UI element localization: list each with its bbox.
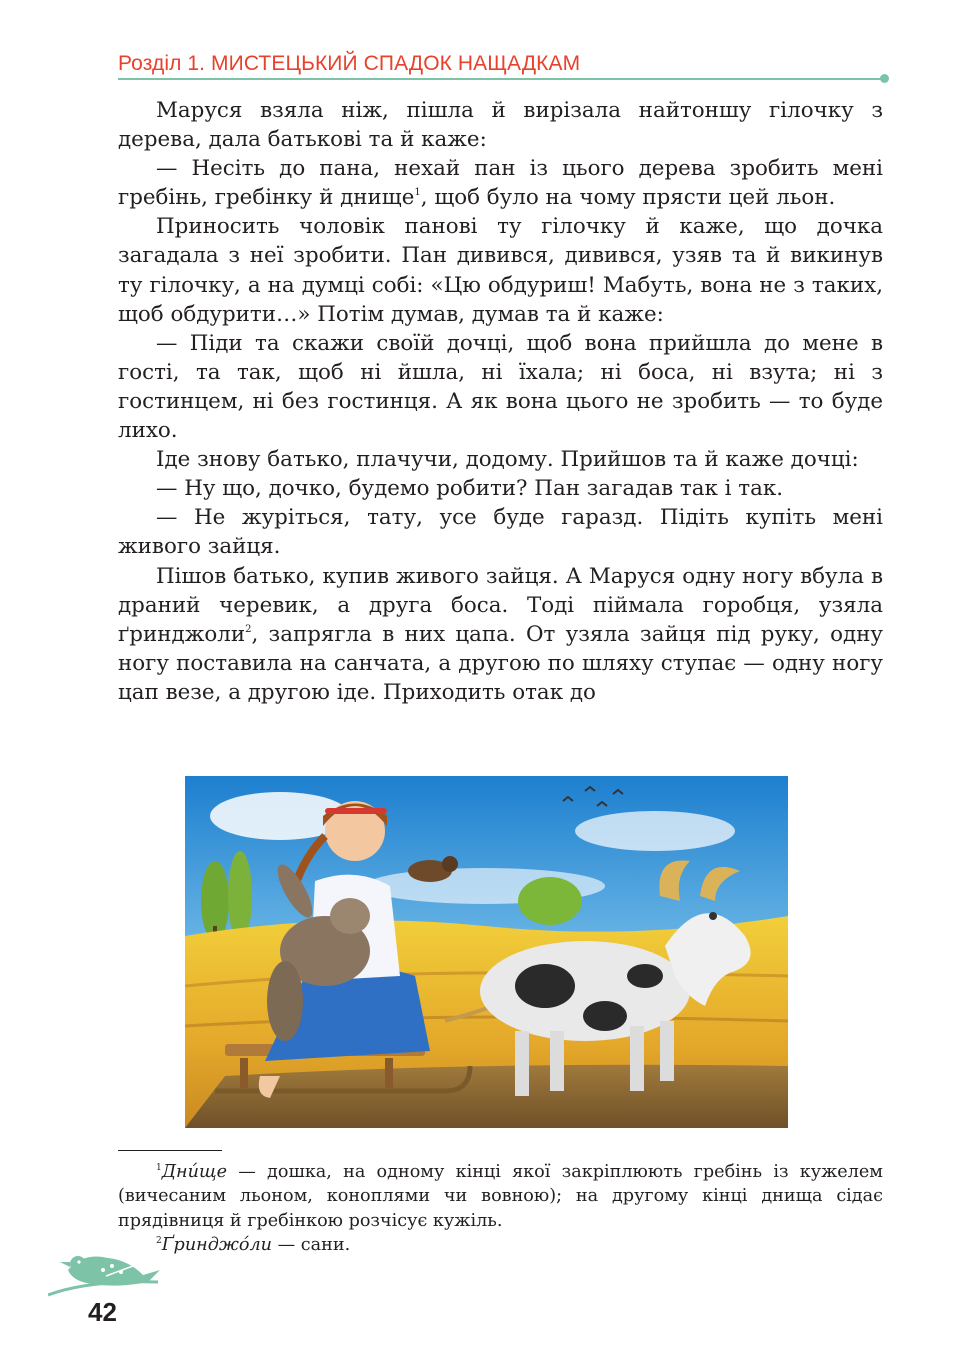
paragraph-6: — Ну що, дочко, будемо робити? Пан загадав так і так. — [156, 476, 784, 502]
footnote-term: Ґринджо́ли — [161, 1235, 273, 1256]
footnotes — [118, 1160, 883, 1258]
story-text — [118, 96, 883, 707]
paragraph-4: — Піди та скажи своїй дочці, щоб вона прийшла до мене в гості, та так, щоб ні йшла, ні їхала; ні боса, ні взута; ні з гостинцем, ні без гостинця. А як вона цього не зробить — то буде лихо. — [118, 330, 883, 444]
paragraph-2 — [118, 154, 883, 212]
footnote-term: Дни́ще — [161, 1162, 227, 1182]
footnote-1 — [118, 1160, 883, 1233]
paragraph-8-text: Пішов батько, купив живого зайця. А Маруся одну ногу вбула в драний черевик, а друга боса. Тоді піймала горобця, узяла ґринджоли — [118, 563, 883, 647]
page-number: 42 — [88, 1297, 117, 1327]
bird-icon — [48, 1240, 168, 1304]
paragraph-3: Приносить чоловік панові ту гілочку й каже, що дочка загадала з неї зробити. Пан дивився, дивився, узяв та й викинув ту гілочку, а на думці собі: «Цю обдуриш! Мабуть, вона не з таких, щоб обдурити…» Потім думав, думав та й каже: — [118, 214, 883, 327]
paragraph-8-text-end: , запрягла в них цапа. От узяла зайця під руку, одну ногу поставила на санчата, а другою по шляху ступає — одну ногу цап везе, а другою іде. Приходить отак до — [118, 621, 883, 705]
footnote-ref-2[interactable]: 2 — [245, 623, 252, 635]
paragraph-7: — Не журіться, тату, усе буде гаразд. Підіть купіть мені живого зайця. — [118, 505, 883, 560]
footnote-number: 1 — [156, 1163, 162, 1173]
paragraph-8 — [118, 562, 883, 707]
chapter-header: Розділ 1. МИСТЕЦЬКИЙ СПАДОК НАЩАДКАМ — [118, 52, 581, 75]
paragraph-1: Маруся взяла ніж, пішла й вирізала найтоншу гілочку з дерева, дала батькові та й каже: — [118, 98, 883, 153]
header-rule-dot — [880, 74, 889, 83]
story-illustration — [185, 776, 788, 1128]
header-rule — [118, 78, 883, 80]
footnote-definition: — сани. — [272, 1235, 351, 1256]
paragraph-2-text: — Несіть до пана, нехай пан із цього дерева зробить мені гребінь, гребінку й днище — [118, 156, 883, 211]
paragraph-2-text-end: , щоб було на чому прясти цей льон. — [420, 185, 836, 211]
footnote-ref-1[interactable]: 1 — [414, 187, 421, 199]
footnote-divider — [118, 1150, 222, 1151]
footnote-2 — [118, 1233, 883, 1257]
footnote-definition: — дошка, на одному кінці якої закріплюють гребінь із кужелем (вичесаним льоном, коноплями чи вовною); на другому кінці днища сідає прядівниця й гребінкою розчісує кужіль. — [118, 1162, 883, 1231]
paragraph-5: Іде знову батько, плачучи, додому. Прийшов та й каже дочці: — [156, 447, 859, 473]
footnote-number: 2 — [156, 1236, 162, 1247]
